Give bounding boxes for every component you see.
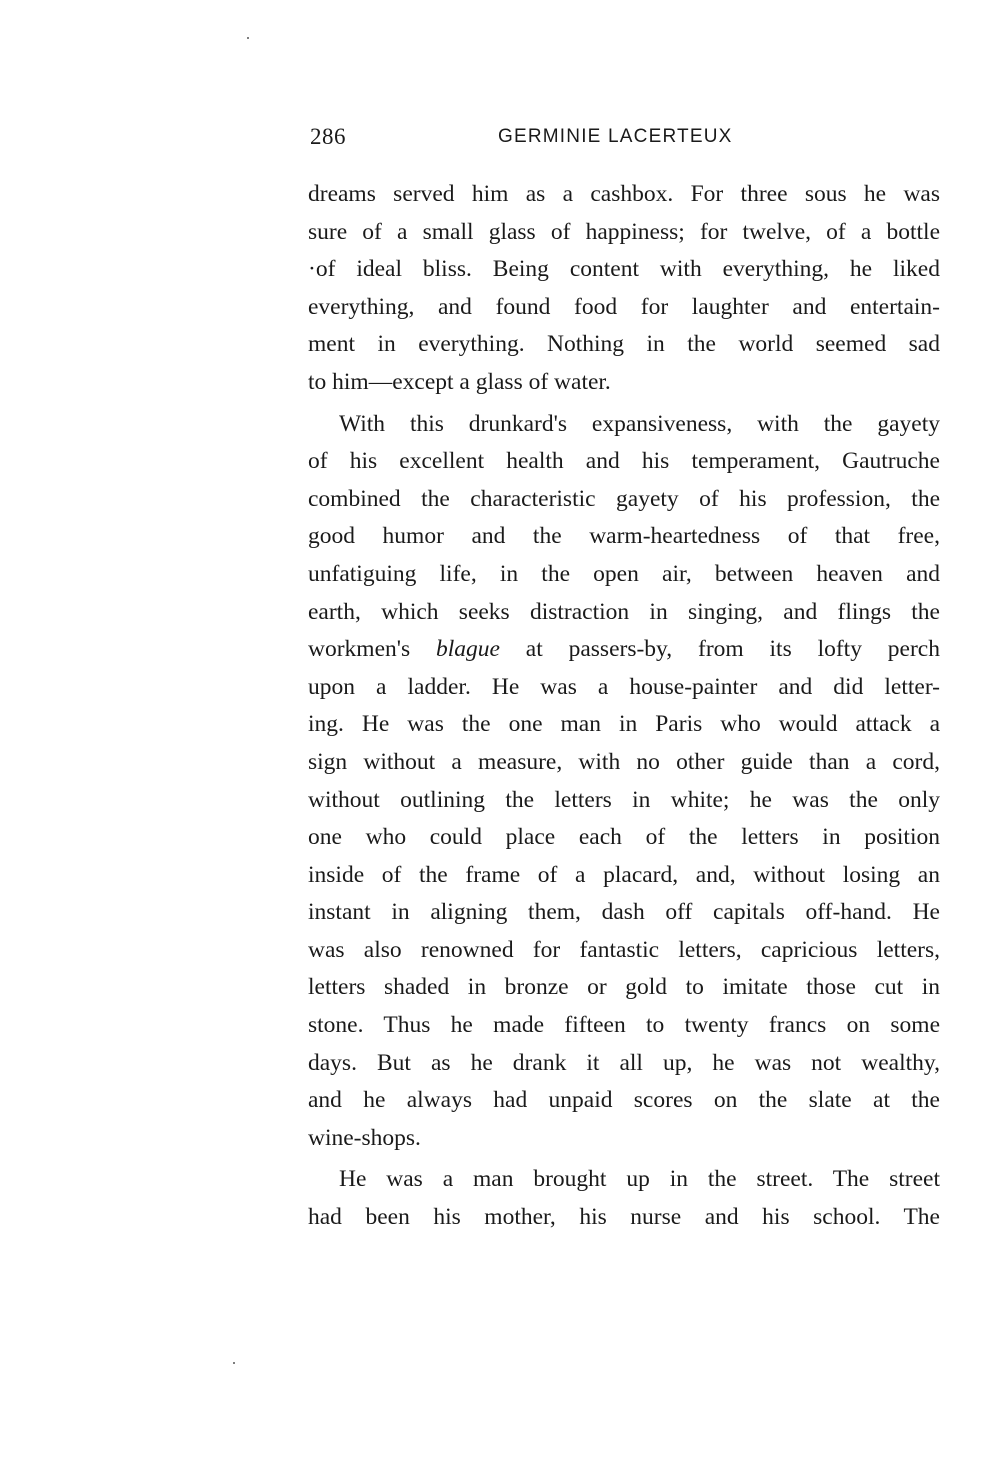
text-line: sure of a small glass of happiness; for twelve, of a bottle (308, 218, 940, 245)
text-line: dreams served him as a cashbox. For three sous he was (308, 181, 940, 207)
text-line: to him—except a glass of water. (308, 368, 611, 395)
text-line: unfatiguing life, in the open air, between heaven and (308, 560, 940, 587)
text-line: letters shaded in bronze or gold to imitate those cut in (308, 974, 940, 1001)
text-line: was also renowned for fantastic letters, capricious letters, (308, 936, 940, 963)
text-line: stone. Thus he made fifteen to twenty francs on some (308, 1012, 940, 1039)
page-speck (233, 1362, 235, 1364)
page-number: 286 (310, 124, 346, 149)
text-line: ing. He was the one man in Paris who would attack a (308, 711, 940, 738)
body-text (308, 176, 940, 1237)
text-line: ·of ideal bliss. Being content with everything, he liked (308, 256, 940, 283)
text-line: inside of the frame of a placard, and, without losing an (308, 861, 940, 888)
paragraph-1 (308, 176, 940, 402)
text-fragment: at passers-by, from its lofty perch (499, 636, 940, 663)
text-line: of his excellent health and his temperament, Gautruche (308, 448, 940, 475)
text-line: and he always had unpaid scores on the slate at the (308, 1087, 940, 1114)
text-line: With this drunkard's expansiveness, with the gayety (339, 410, 940, 437)
text-line: sign without a measure, with no other guide than a cord, (308, 748, 940, 775)
text-line: had been his mother, his nurse and his school. The (308, 1204, 940, 1231)
page-speck (247, 37, 249, 39)
text-line: combined the characteristic gayety of his profession, the (308, 485, 940, 512)
page-header (308, 124, 940, 160)
text-line: upon a ladder. He was a house-painter and did letter- (308, 673, 940, 700)
text-line: He was a man brought up in the street. The street (339, 1166, 940, 1193)
italic-word: blague (435, 636, 500, 663)
text-line: everything, and found food for laughter and entertain- (308, 293, 940, 320)
text-line: wine-shops. (308, 1124, 421, 1151)
text-line: without outlining the letters in white; he was the only (308, 786, 940, 813)
text-line (308, 631, 940, 669)
paragraph-2 (308, 406, 940, 1158)
text-line: one who could place each of the letters in position (308, 824, 940, 851)
text-fragment: workmen's (308, 636, 436, 663)
text-line: ment in everything. Nothing in the world seemed sad (308, 331, 940, 358)
paragraph-3 (308, 1161, 940, 1236)
text-line: days. But as he drank it all up, he was not wealthy, (308, 1049, 940, 1076)
text-line: instant in aligning them, dash off capitals off-hand. He (308, 899, 940, 926)
text-line: good humor and the warm-heartedness of that free, (308, 523, 940, 550)
running-head: GERMINIE LACERTEUX (498, 126, 733, 147)
text-line: earth, which seeks distraction in singing, and flings the (308, 598, 940, 625)
